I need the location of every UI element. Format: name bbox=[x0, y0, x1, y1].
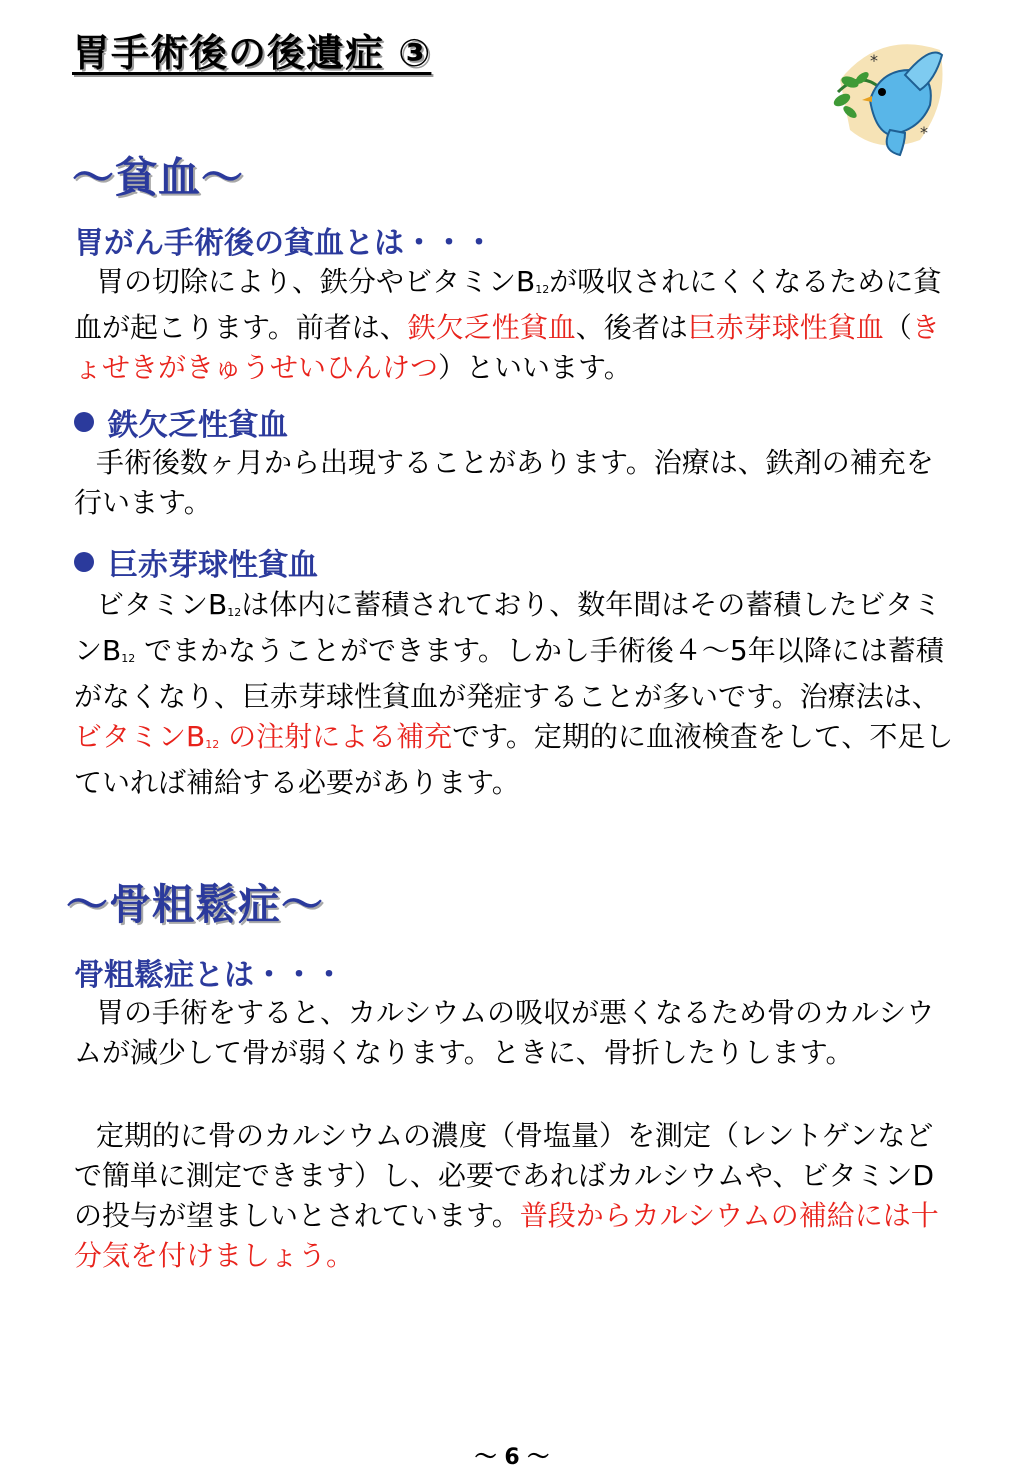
emphasis-calcium-advice: 普段からカルシウムの補給には十分気を付けましょう。 bbox=[74, 1199, 939, 1272]
osteoporosis-paragraph-2 bbox=[74, 1116, 954, 1276]
page-number: ～ 6 ～ bbox=[474, 1445, 550, 1470]
iron-deficiency-paragraph bbox=[74, 443, 954, 523]
text-segment: は体内に蓄積されており、数年間はその蓄積したビタミンB bbox=[74, 588, 942, 667]
megaloblastic-paragraph bbox=[74, 585, 954, 803]
text-segment: 、後者は bbox=[575, 311, 688, 344]
text-segment: 手術後数ヶ月から出現することがあります。治療は、鉄剤の補充を行います。 bbox=[74, 446, 934, 519]
emphasis-iron-deficiency: 鉄欠乏性貧血 bbox=[407, 311, 576, 344]
text-segment: が吸収されにくくなるために貧血が起こります。前者は、 bbox=[74, 265, 942, 344]
subscript-12: 12 bbox=[121, 652, 136, 665]
bullet-megaloblastic bbox=[74, 540, 318, 584]
text-segment: 胃の手術をすると、カルシウムの吸収が悪くなるため骨のカルシウムが減少して骨が弱くなります。ときに、骨折したりします。 bbox=[74, 996, 935, 1069]
text-segment: でまかなうことができます。しかし手術後４～5年以降には蓄積がなくなり、巨赤芽球性貧血が発症することが多いです。治療法は、 bbox=[74, 634, 944, 713]
osteoporosis-intro-heading: 骨粗鬆症とは・・・ bbox=[74, 958, 344, 993]
text-segment: ビタミンB bbox=[96, 588, 228, 621]
text-segment: です。定期的に血液検査をして、不足していれば補給する必要があります。 bbox=[74, 720, 954, 799]
svg-text:*: * bbox=[870, 51, 878, 70]
emphasis-reading: きょせきがきゅうせいひんけつ bbox=[74, 311, 940, 384]
anemia-intro-paragraph bbox=[74, 262, 954, 388]
anemia-intro-heading: 胃がん手術後の貧血とは・・・ bbox=[74, 226, 494, 261]
osteoporosis-paragraph-1 bbox=[74, 993, 954, 1073]
anemia-heading: ～貧血～ bbox=[72, 153, 245, 202]
bullet-label: 鉄欠乏性貧血 bbox=[108, 408, 288, 443]
emphasis-vitamin-b12: ビタミンB bbox=[74, 720, 206, 753]
text-segment: 胃の切除により、鉄分やビタミンB bbox=[96, 265, 536, 298]
emphasis-injection: の注射による補充 bbox=[219, 720, 453, 753]
page-title: 胃手術後の後遺症 ③ bbox=[72, 31, 432, 75]
subscript-12: 12 bbox=[535, 283, 550, 296]
osteoporosis-heading: ～骨粗鬆症～ bbox=[66, 880, 325, 929]
bullet-icon bbox=[74, 552, 94, 572]
text-segment: （ bbox=[883, 311, 912, 344]
bullet-label: 巨赤芽球性貧血 bbox=[108, 548, 318, 583]
svg-text:*: * bbox=[920, 123, 928, 142]
bullet-iron-deficiency bbox=[74, 400, 288, 444]
emphasis-megaloblastic: 巨赤芽球性貧血 bbox=[687, 311, 884, 344]
subscript-12: 12 bbox=[227, 606, 242, 619]
text-segment: 定期的に骨のカルシウムの濃度（骨塩量）を測定（レントゲンなどで簡単に測定できます）し、必要であればカルシウムや、ビタミンDの投与が望ましいとされています。 bbox=[74, 1119, 935, 1232]
text-segment: ）といいます。 bbox=[438, 351, 632, 384]
bullet-icon bbox=[74, 412, 94, 432]
subscript-12: 12 bbox=[205, 738, 220, 751]
bird-with-olive-branch-icon bbox=[820, 30, 950, 160]
